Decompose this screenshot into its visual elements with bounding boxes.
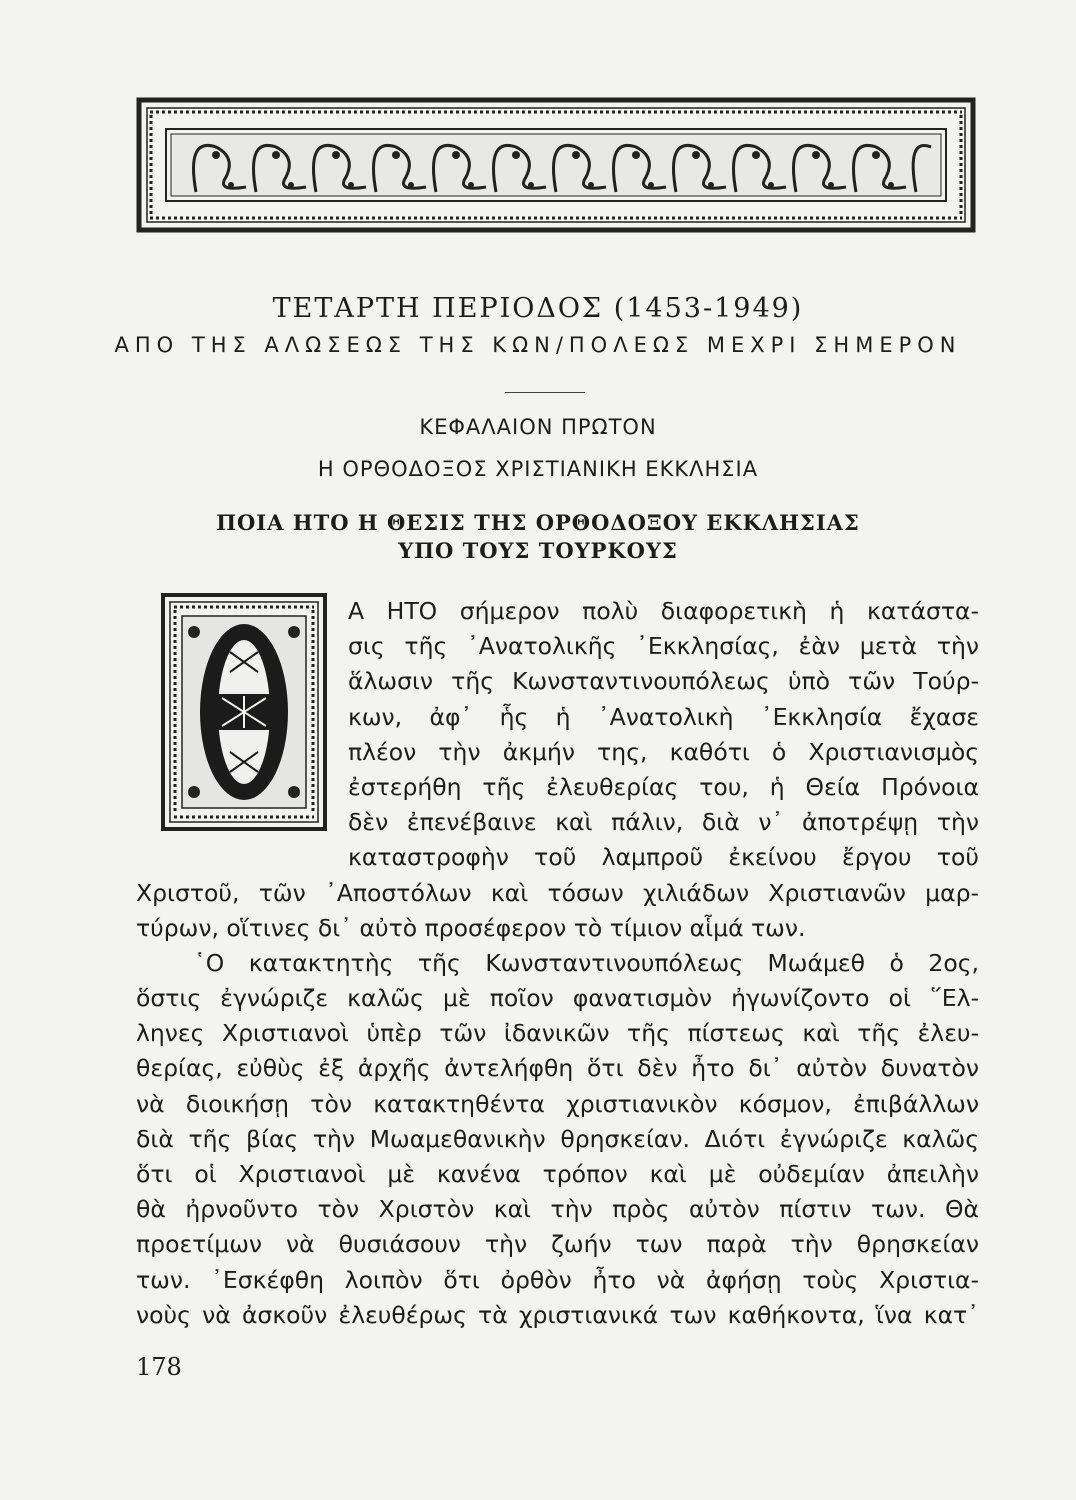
text-line: διὰ τῆς βίας τὴν Μωαμεθανικὴν θρησκείαν. Διότι ἐγνώριζε καλῶς	[136, 1125, 979, 1153]
text-line: προετίμων νὰ θυσιάσουν τὴν ζωήν των παρὰ τὴν θρησκείαν	[136, 1230, 979, 1258]
text-line: θερίας, εὐθὺς ἐξ ἀρχῆς ἀντελήφθη ὅτι δὲν ἦτο δι᾿ αὐτὸν δυνατὸν	[136, 1054, 979, 1082]
text-line: Χριστοῦ, τῶν ᾿Αποστόλων καὶ τόσων χιλιάδων Χριστιανῶν μαρ-	[136, 879, 979, 907]
text-line: των. ᾿Εσκέφθη λοιπὸν ὅτι ὀρθὸν ἦτο νὰ ἀφήσῃ τοὺς Χριστια-	[136, 1266, 979, 1294]
text-line: νοὺς νὰ ἀσκοῦν ἐλευθέρως τὰ χριστιανικά των καθήκοντα, ἵνα κατ᾿	[136, 1301, 979, 1329]
text-line: ληνες Χριστιανοὶ ὑπὲρ τῶν ἰδανικῶν τῆς πίστεως καὶ τῆς ἐλευ-	[136, 1019, 979, 1047]
text-line: καταστροφὴν τοῦ λαμπροῦ ἐκείνου ἔργου τοῦ	[348, 843, 979, 871]
chapter-label: ΚΕΦΑΛΑΙΟΝ ΠΡΩΤΟΝ	[419, 415, 657, 439]
text-line: δὲν ἐπενέβαινε καὶ πάλιν, διὰ ν᾿ ἀποτρέψῃ τὴν	[348, 808, 979, 836]
section-heading-line2: ΥΠΟ ΤΟΥΣ ΤΟΥΡΚΟΥΣ	[398, 538, 678, 563]
divider	[505, 392, 585, 393]
text-line: πλέον τὴν ἀκμήν της, καθότι ὁ Χριστιανισμὸς	[348, 738, 979, 766]
text-line: τύρων, οἵτινες δι᾿ αὐτὸ προσέφερον τὸ τίμιον αἷμά των.	[136, 914, 806, 942]
text-line: νὰ διοικήσῃ τὸν κατακτηθέντα χριστιανικὸν κόσμον, ἐπιβάλλων	[136, 1090, 979, 1118]
text-line: σις τῆς ᾿Ανατολικῆς ᾿Εκκλησίας, ἐὰν μετὰ τὴν	[348, 632, 979, 660]
page-number: 178	[136, 1353, 182, 1381]
ornamental-initial-icon	[160, 592, 328, 832]
period-title: ΤΕΤΑΡΤΗ ΠΕΡΙΟΔΟΣ (1453-1949)	[272, 293, 804, 324]
text-line: κων, ἀφ᾿ ἧς ἡ ᾿Ανατολικὴ ᾿Εκκλησία ἔχασε	[348, 703, 979, 731]
text-line: ἐστερήθη τῆς ἐλευθερίας του, ἡ Θεία Πρόνοια	[348, 773, 979, 801]
section-heading-line1: ΠΟΙΑ ΗΤΟ Η ΘΕΣΙΣ ΤΗΣ ΟΡΘΟΔΟΞΟΥ ΕΚΚΛΗΣΙΑΣ	[216, 510, 860, 535]
text-line: ἅλωσιν τῆς Κωνσταντινουπόλεως ὑπὸ τῶν Τούρ-	[348, 667, 979, 695]
text-line: ὅτι οἱ Χριστιανοὶ μὲ κανένα τρόπον καὶ μὲ οὐδεμίαν ἀπειλὴν	[136, 1160, 979, 1188]
text-line: θὰ ἠρνοῦντο τὸν Χριστὸν καὶ τὴν πρὸς αὐτὸν πίστιν των. Θὰ	[136, 1195, 979, 1223]
text-line: Α ΗΤΟ σήμερον πολὺ διαφορετικὴ ἡ κατάστα-	[348, 597, 979, 625]
chapter-title: Η ΟΡΘΟΔΟΞΟΣ ΧΡΙΣΤΙΑΝΙΚΗ ΕΚΚΛΗΣΙΑ	[317, 457, 759, 481]
period-subtitle: ΑΠΟ ΤΗΣ ΑΛΩΣΕΩΣ ΤΗΣ ΚΩΝ/ΠΟΛΕΩΣ ΜΕΧΡΙ ΣΗΜΕΡΟΝ	[114, 333, 962, 357]
decorative-band-icon	[136, 97, 976, 233]
text-line: ὅστις ἐγνώριζε καλῶς μὲ ποῖον φανατισμὸν ἠγωνίζοντο οἱ ῞Ελ-	[136, 984, 979, 1012]
text-line: ῾Ο κατακτητὴς τῆς Κωνσταντινουπόλεως Μωάμεθ ὁ 2ος,	[194, 949, 979, 977]
